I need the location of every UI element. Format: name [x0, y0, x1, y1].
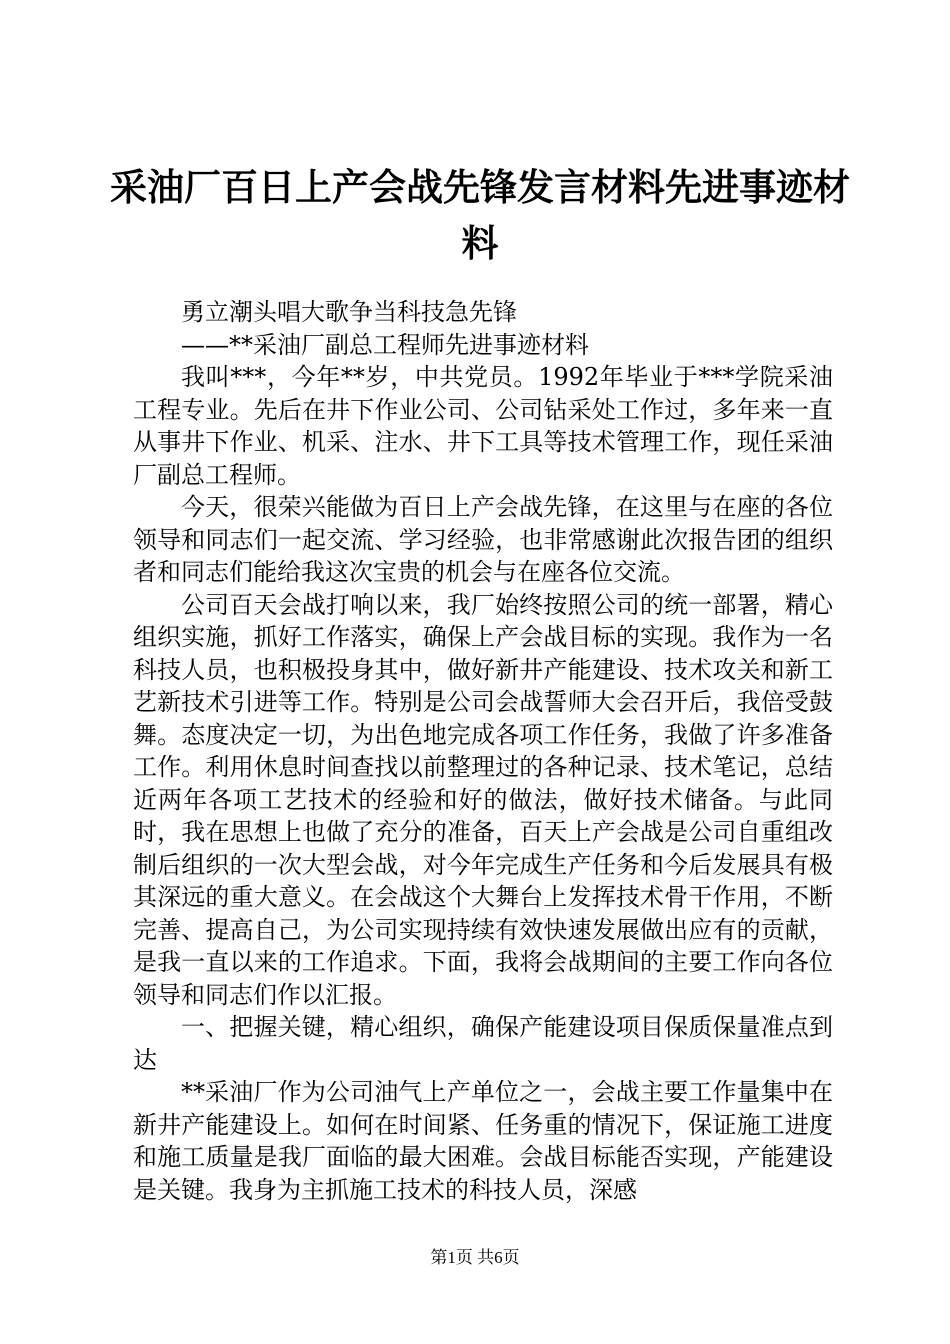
paragraph: 今天，很荣兴能做为百日上产会战先锋，在这里与在座的各位领导和同志们一起交流、学习经验，也非常感谢此次报告团的组织者和同志们能给我这次宝贵的机会与在座各位交流。 — [133, 493, 833, 586]
paragraph: 公司百天会战打响以来，我厂始终按照公司的统一部署，精心组织实施，抓好工作落实，确保上产会战目标的实现。我作为一名科技人员，也积极投身其中，做好新井产能建设、技术攻关和新工艺新技术引进等工作。特别是公司会战誓师大会召开后，我倍受鼓舞。态度决定一切，为出色地完成各项工作任务，我做了许多准备工作。利用休息时间查找以前整理过的各种记录、技术笔记，总结近两年各项工艺技术的经验和好的做法，做好技术储备。与此同时，我在思想上也做了充分的准备，百天上产会战是公司自重组改制后组织的一次大型会战，对今年完成生产任务和今后发展具有极其深远的重大意义。在会战这个大舞台上发挥技术骨干作用，不断完善、提高自己，为公司实现持续有效快速发展做出应有的贡献，是我一直以来的工作追求。下面，我将会战期间的主要工作向各位领导和同志们作以汇报。 — [133, 590, 833, 1009]
byline: ——**采油厂副总工程师先进事迹材料 — [181, 330, 589, 359]
subtitle: 勇立潮头唱大歌争当科技急先锋 — [181, 298, 517, 326]
paragraph: **采油厂作为公司油气上产单位之一，会战主要工作量集中在新井产能建设上。如何在时间紧、任务重的情况下，保证施工进度和施工质量是我厂面临的最大困难。会战目标能否实现，产能建设是关键。我身为主抓施工技术的科技人员，深感 — [133, 1078, 833, 1204]
section-heading: 一、把握关键，精心组织，确保产能建设项目保质保量准点到达 — [133, 1013, 833, 1074]
document-body — [133, 296, 833, 1206]
paragraph: 我叫***，今年**岁，中共党员。1992年毕业于***学院采油工程专业。先后在井下作业公司、公司钻采处工作过，多年来一直从事井下作业、机采、注水、井下工具等技术管理工作，现任采油厂副总工程师。 — [133, 363, 833, 489]
document-title: 采油厂百日上产会战先锋发言材料先进事迹材料 — [110, 166, 850, 265]
page-footer: 第1页 共6页 — [430, 1248, 520, 1267]
